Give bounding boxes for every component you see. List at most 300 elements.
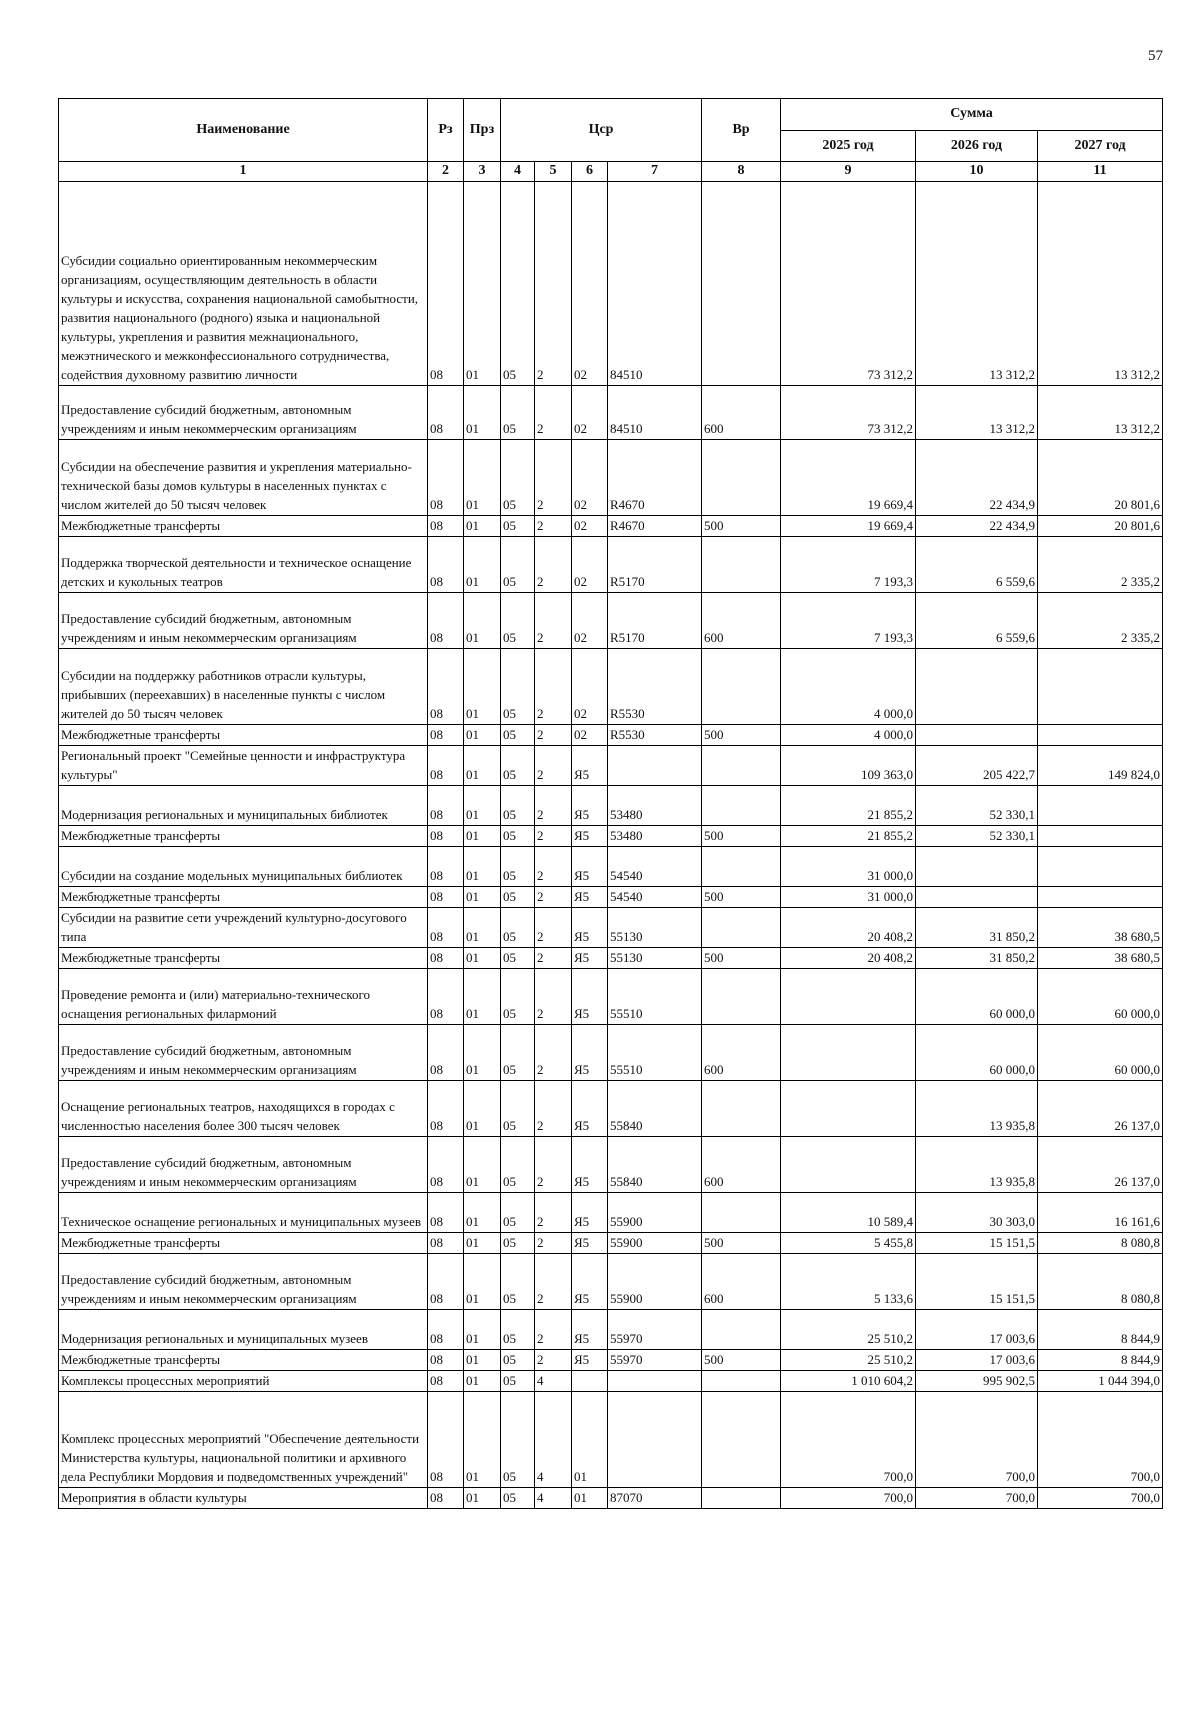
table-row	[59, 1137, 1163, 1193]
row-sum-2027: 20 801,6	[1038, 516, 1163, 537]
row-prz: 01	[464, 1025, 501, 1081]
row-sum-2025: 5 133,6	[781, 1254, 916, 1310]
table-row	[59, 537, 1163, 593]
row-sum-2027: 60 000,0	[1038, 969, 1163, 1025]
row-sum-2026: 60 000,0	[916, 1025, 1038, 1081]
table-row	[59, 516, 1163, 537]
row-csr-part2: 2	[535, 593, 572, 649]
row-rz: 08	[428, 826, 464, 847]
row-csr-part1: 05	[501, 1310, 535, 1350]
row-vr: 500	[702, 1350, 781, 1371]
row-name: Межбюджетные трансферты	[59, 516, 428, 537]
row-sum-2025	[781, 1137, 916, 1193]
row-name: Мероприятия в области культуры	[59, 1488, 428, 1509]
table-row	[59, 1350, 1163, 1371]
row-rz: 08	[428, 1350, 464, 1371]
row-prz: 01	[464, 1488, 501, 1509]
row-sum-2026: 205 422,7	[916, 746, 1038, 786]
row-csr-part3: 02	[572, 440, 608, 516]
row-csr-part2: 2	[535, 948, 572, 969]
row-csr-part3: 02	[572, 649, 608, 725]
row-prz: 01	[464, 649, 501, 725]
row-sum-2027: 8 844,9	[1038, 1310, 1163, 1350]
row-sum-2027	[1038, 725, 1163, 746]
table-row	[59, 1081, 1163, 1137]
row-csr-part1: 05	[501, 725, 535, 746]
row-csr-part2: 2	[535, 182, 572, 386]
row-csr-part1: 05	[501, 1488, 535, 1509]
row-csr-part4: 55900	[608, 1233, 702, 1254]
row-csr-part4: 54540	[608, 847, 702, 887]
row-csr-part1: 05	[501, 969, 535, 1025]
row-csr-part2: 4	[535, 1371, 572, 1392]
row-name: Межбюджетные трансферты	[59, 725, 428, 746]
row-rz: 08	[428, 1371, 464, 1392]
row-sum-2025: 21 855,2	[781, 786, 916, 826]
row-prz: 01	[464, 746, 501, 786]
table-row	[59, 826, 1163, 847]
row-csr-part3: Я5	[572, 847, 608, 887]
row-csr-part3: Я5	[572, 1254, 608, 1310]
row-rz: 08	[428, 1137, 464, 1193]
row-sum-2026: 6 559,6	[916, 593, 1038, 649]
row-rz: 08	[428, 1025, 464, 1081]
row-sum-2027	[1038, 847, 1163, 887]
row-csr-part4: 84510	[608, 386, 702, 440]
row-csr-part1: 05	[501, 649, 535, 725]
table-body	[59, 182, 1163, 1509]
row-sum-2025: 21 855,2	[781, 826, 916, 847]
row-vr	[702, 908, 781, 948]
row-csr-part2: 2	[535, 1025, 572, 1081]
row-prz: 01	[464, 948, 501, 969]
table-row	[59, 593, 1163, 649]
table-row	[59, 887, 1163, 908]
row-name: Оснащение региональных театров, находящихся в городах с численностью населения более 300 тысяч человек	[59, 1081, 428, 1137]
row-csr-part4	[608, 1392, 702, 1488]
row-csr-part3: Я5	[572, 948, 608, 969]
row-sum-2026: 22 434,9	[916, 516, 1038, 537]
row-csr-part4: 55510	[608, 1025, 702, 1081]
row-sum-2026	[916, 725, 1038, 746]
row-rz: 08	[428, 1488, 464, 1509]
row-prz: 01	[464, 887, 501, 908]
row-csr-part2: 2	[535, 1137, 572, 1193]
row-sum-2027	[1038, 887, 1163, 908]
row-sum-2025: 1 010 604,2	[781, 1371, 916, 1392]
row-rz: 08	[428, 440, 464, 516]
row-csr-part2: 2	[535, 1350, 572, 1371]
row-csr-part4: 55840	[608, 1137, 702, 1193]
row-rz: 08	[428, 887, 464, 908]
row-sum-2025: 20 408,2	[781, 908, 916, 948]
table-row	[59, 725, 1163, 746]
table-row	[59, 948, 1163, 969]
row-prz: 01	[464, 826, 501, 847]
row-csr-part3: 02	[572, 182, 608, 386]
row-csr-part3: 01	[572, 1392, 608, 1488]
row-csr-part1: 05	[501, 948, 535, 969]
row-sum-2027: 60 000,0	[1038, 1025, 1163, 1081]
row-sum-2026: 30 303,0	[916, 1193, 1038, 1233]
row-csr-part3	[572, 1371, 608, 1392]
row-csr-part1: 05	[501, 826, 535, 847]
table-row	[59, 908, 1163, 948]
header-year-2026: 2026 год	[916, 131, 1038, 162]
row-name: Региональный проект "Семейные ценности и инфраструктура культуры"	[59, 746, 428, 786]
row-csr-part1: 05	[501, 440, 535, 516]
row-csr-part1: 05	[501, 887, 535, 908]
row-rz: 08	[428, 386, 464, 440]
row-sum-2026: 995 902,5	[916, 1371, 1038, 1392]
row-csr-part3: 01	[572, 1488, 608, 1509]
row-sum-2025: 700,0	[781, 1392, 916, 1488]
row-csr-part1: 05	[501, 182, 535, 386]
column-number: 2	[428, 162, 464, 182]
row-rz: 08	[428, 1193, 464, 1233]
row-csr-part4: R4670	[608, 440, 702, 516]
row-csr-part3: Я5	[572, 1310, 608, 1350]
row-sum-2025: 20 408,2	[781, 948, 916, 969]
row-sum-2025: 73 312,2	[781, 182, 916, 386]
row-csr-part1: 05	[501, 1137, 535, 1193]
column-number: 1	[59, 162, 428, 182]
row-csr-part4: 53480	[608, 826, 702, 847]
row-vr	[702, 1371, 781, 1392]
row-csr-part1: 05	[501, 1025, 535, 1081]
row-sum-2025: 4 000,0	[781, 649, 916, 725]
row-name: Субсидии на обеспечение развития и укрепления материально-технической базы домов культуры в населенных пунктах с числом жителей до 50 тысяч человек	[59, 440, 428, 516]
row-sum-2025	[781, 1081, 916, 1137]
row-sum-2027: 1 044 394,0	[1038, 1371, 1163, 1392]
row-csr-part4: 53480	[608, 786, 702, 826]
row-csr-part2: 2	[535, 1081, 572, 1137]
row-rz: 08	[428, 1392, 464, 1488]
row-sum-2026: 13 312,2	[916, 386, 1038, 440]
row-csr-part4: R5170	[608, 537, 702, 593]
row-csr-part2: 2	[535, 887, 572, 908]
row-prz: 01	[464, 786, 501, 826]
row-csr-part1: 05	[501, 847, 535, 887]
row-sum-2025: 700,0	[781, 1488, 916, 1509]
row-rz: 08	[428, 182, 464, 386]
header-year-2027: 2027 год	[1038, 131, 1163, 162]
row-csr-part4: R5530	[608, 649, 702, 725]
row-csr-part1: 05	[501, 1392, 535, 1488]
row-csr-part2: 4	[535, 1392, 572, 1488]
column-number: 9	[781, 162, 916, 182]
row-csr-part4: 55130	[608, 948, 702, 969]
table-row	[59, 182, 1163, 386]
row-vr	[702, 786, 781, 826]
row-vr	[702, 182, 781, 386]
row-name: Межбюджетные трансферты	[59, 826, 428, 847]
row-csr-part3: Я5	[572, 1081, 608, 1137]
row-vr: 600	[702, 1137, 781, 1193]
row-sum-2027: 2 335,2	[1038, 593, 1163, 649]
row-csr-part2: 4	[535, 1488, 572, 1509]
row-sum-2026: 15 151,5	[916, 1254, 1038, 1310]
row-sum-2027: 2 335,2	[1038, 537, 1163, 593]
page-number: 57	[1148, 48, 1163, 64]
row-prz: 01	[464, 516, 501, 537]
row-csr-part3: Я5	[572, 908, 608, 948]
row-csr-part3: 02	[572, 537, 608, 593]
column-number: 7	[608, 162, 702, 182]
row-csr-part2: 2	[535, 516, 572, 537]
row-prz: 01	[464, 725, 501, 746]
row-csr-part3: Я5	[572, 786, 608, 826]
row-sum-2025: 4 000,0	[781, 725, 916, 746]
row-sum-2026: 700,0	[916, 1488, 1038, 1509]
row-rz: 08	[428, 537, 464, 593]
row-sum-2025: 7 193,3	[781, 537, 916, 593]
row-name: Техническое оснащение региональных и муниципальных музеев	[59, 1193, 428, 1233]
row-vr	[702, 537, 781, 593]
row-csr-part4: 55510	[608, 969, 702, 1025]
row-prz: 01	[464, 593, 501, 649]
row-name: Межбюджетные трансферты	[59, 948, 428, 969]
table-row	[59, 440, 1163, 516]
row-vr	[702, 649, 781, 725]
row-sum-2025: 31 000,0	[781, 847, 916, 887]
row-csr-part4: 84510	[608, 182, 702, 386]
row-csr-part4	[608, 746, 702, 786]
row-vr: 600	[702, 386, 781, 440]
row-name: Субсидии на поддержку работников отрасли культуры, прибывших (переехавших) в населенные пункты с числом жителей до 50 тысяч человек	[59, 649, 428, 725]
row-csr-part4: R5170	[608, 593, 702, 649]
table-row	[59, 1025, 1163, 1081]
column-number: 11	[1038, 162, 1163, 182]
row-sum-2026	[916, 649, 1038, 725]
row-csr-part4: 55900	[608, 1254, 702, 1310]
row-sum-2026	[916, 887, 1038, 908]
row-vr	[702, 847, 781, 887]
budget-table	[58, 98, 1163, 1509]
row-sum-2026: 13 935,8	[916, 1137, 1038, 1193]
row-csr-part4: R5530	[608, 725, 702, 746]
row-prz: 01	[464, 1371, 501, 1392]
row-prz: 01	[464, 1233, 501, 1254]
row-sum-2026: 15 151,5	[916, 1233, 1038, 1254]
row-name: Межбюджетные трансферты	[59, 1233, 428, 1254]
row-csr-part2: 2	[535, 1233, 572, 1254]
row-vr: 500	[702, 826, 781, 847]
row-name: Комплекс процессных мероприятий "Обеспечение деятельности Министерства культуры, национальной политики и архивного дела Республики Мордовия и подведомственных учреждений"	[59, 1392, 428, 1488]
row-csr-part2: 2	[535, 1254, 572, 1310]
column-number-row	[59, 162, 1163, 182]
row-prz: 01	[464, 1137, 501, 1193]
row-vr: 500	[702, 887, 781, 908]
row-rz: 08	[428, 908, 464, 948]
table-row	[59, 1371, 1163, 1392]
row-csr-part3: Я5	[572, 887, 608, 908]
row-csr-part1: 05	[501, 1350, 535, 1371]
row-name: Поддержка творческой деятельности и техническое оснащение детских и кукольных театров	[59, 537, 428, 593]
row-rz: 08	[428, 1233, 464, 1254]
row-csr-part4: 55900	[608, 1193, 702, 1233]
row-sum-2025: 73 312,2	[781, 386, 916, 440]
table-row	[59, 1193, 1163, 1233]
row-sum-2026: 700,0	[916, 1392, 1038, 1488]
row-sum-2027: 700,0	[1038, 1488, 1163, 1509]
row-prz: 01	[464, 1392, 501, 1488]
row-sum-2025: 19 669,4	[781, 440, 916, 516]
row-name: Предоставление субсидий бюджетным, автономным учреждениям и иным некоммерческим организациям	[59, 1137, 428, 1193]
row-csr-part2: 2	[535, 746, 572, 786]
row-vr: 500	[702, 1233, 781, 1254]
row-vr	[702, 440, 781, 516]
row-prz: 01	[464, 537, 501, 593]
row-csr-part1: 05	[501, 386, 535, 440]
row-csr-part1: 05	[501, 1371, 535, 1392]
row-csr-part2: 2	[535, 440, 572, 516]
row-sum-2026: 17 003,6	[916, 1350, 1038, 1371]
row-vr	[702, 1392, 781, 1488]
row-csr-part2: 2	[535, 1310, 572, 1350]
row-csr-part1: 05	[501, 516, 535, 537]
row-sum-2026: 13 312,2	[916, 182, 1038, 386]
row-vr	[702, 969, 781, 1025]
row-prz: 01	[464, 969, 501, 1025]
row-csr-part1: 05	[501, 908, 535, 948]
row-csr-part4: 54540	[608, 887, 702, 908]
row-rz: 08	[428, 1081, 464, 1137]
row-csr-part3: Я5	[572, 969, 608, 1025]
row-prz: 01	[464, 440, 501, 516]
row-rz: 08	[428, 969, 464, 1025]
row-vr	[702, 1488, 781, 1509]
row-name: Модернизация региональных и муниципальных библиотек	[59, 786, 428, 826]
row-prz: 01	[464, 847, 501, 887]
table-row	[59, 1488, 1163, 1509]
row-sum-2027: 13 312,2	[1038, 182, 1163, 386]
row-csr-part4: R4670	[608, 516, 702, 537]
row-rz: 08	[428, 1310, 464, 1350]
column-number: 8	[702, 162, 781, 182]
table-row	[59, 786, 1163, 826]
row-sum-2026: 60 000,0	[916, 969, 1038, 1025]
row-csr-part4: 55840	[608, 1081, 702, 1137]
row-csr-part3: Я5	[572, 746, 608, 786]
row-csr-part2: 2	[535, 786, 572, 826]
row-sum-2025	[781, 1025, 916, 1081]
row-prz: 01	[464, 908, 501, 948]
row-csr-part3: Я5	[572, 1350, 608, 1371]
row-csr-part3: 02	[572, 593, 608, 649]
row-vr: 500	[702, 516, 781, 537]
row-prz: 01	[464, 1310, 501, 1350]
row-csr-part4	[608, 1371, 702, 1392]
row-sum-2025: 25 510,2	[781, 1350, 916, 1371]
row-prz: 01	[464, 386, 501, 440]
row-csr-part1: 05	[501, 746, 535, 786]
row-sum-2027: 700,0	[1038, 1392, 1163, 1488]
row-csr-part4: 55130	[608, 908, 702, 948]
row-vr	[702, 1310, 781, 1350]
row-sum-2027: 8 844,9	[1038, 1350, 1163, 1371]
row-rz: 08	[428, 786, 464, 826]
row-csr-part1: 05	[501, 593, 535, 649]
row-name: Комплексы процессных мероприятий	[59, 1371, 428, 1392]
row-rz: 08	[428, 593, 464, 649]
row-prz: 01	[464, 1254, 501, 1310]
row-sum-2025: 5 455,8	[781, 1233, 916, 1254]
row-csr-part3: Я5	[572, 826, 608, 847]
header-year-2025: 2025 год	[781, 131, 916, 162]
header-prz: Прз	[464, 99, 501, 162]
row-sum-2027: 13 312,2	[1038, 386, 1163, 440]
row-csr-part3: Я5	[572, 1025, 608, 1081]
row-csr-part3: Я5	[572, 1193, 608, 1233]
table-row	[59, 847, 1163, 887]
row-sum-2027	[1038, 649, 1163, 725]
row-csr-part1: 05	[501, 786, 535, 826]
row-rz: 08	[428, 1254, 464, 1310]
row-csr-part2: 2	[535, 826, 572, 847]
row-csr-part4: 87070	[608, 1488, 702, 1509]
row-csr-part1: 05	[501, 1193, 535, 1233]
row-csr-part2: 2	[535, 386, 572, 440]
row-sum-2027	[1038, 786, 1163, 826]
header-csr: Цср	[501, 99, 702, 162]
row-name: Субсидии на развитие сети учреждений культурно-досугового типа	[59, 908, 428, 948]
row-csr-part2: 2	[535, 847, 572, 887]
column-number: 5	[535, 162, 572, 182]
header-rz: Рз	[428, 99, 464, 162]
row-sum-2026: 17 003,6	[916, 1310, 1038, 1350]
row-sum-2027: 38 680,5	[1038, 948, 1163, 969]
row-csr-part2: 2	[535, 1193, 572, 1233]
row-sum-2025: 109 363,0	[781, 746, 916, 786]
table-row	[59, 1392, 1163, 1488]
table-row	[59, 746, 1163, 786]
table-row	[59, 386, 1163, 440]
row-sum-2025: 25 510,2	[781, 1310, 916, 1350]
row-csr-part3: Я5	[572, 1233, 608, 1254]
row-vr: 600	[702, 1254, 781, 1310]
row-csr-part4: 55970	[608, 1350, 702, 1371]
row-rz: 08	[428, 516, 464, 537]
column-number: 10	[916, 162, 1038, 182]
row-sum-2026: 6 559,6	[916, 537, 1038, 593]
row-csr-part1: 05	[501, 1233, 535, 1254]
row-sum-2025	[781, 969, 916, 1025]
row-csr-part3: 02	[572, 725, 608, 746]
table-row	[59, 1233, 1163, 1254]
row-sum-2027: 149 824,0	[1038, 746, 1163, 786]
row-csr-part2: 2	[535, 649, 572, 725]
row-sum-2027: 26 137,0	[1038, 1081, 1163, 1137]
row-rz: 08	[428, 948, 464, 969]
row-name: Межбюджетные трансферты	[59, 887, 428, 908]
row-name: Субсидии на создание модельных муниципальных библиотек	[59, 847, 428, 887]
row-sum-2025: 10 589,4	[781, 1193, 916, 1233]
row-sum-2027: 20 801,6	[1038, 440, 1163, 516]
row-vr	[702, 1081, 781, 1137]
row-vr: 600	[702, 593, 781, 649]
row-sum-2027: 8 080,8	[1038, 1254, 1163, 1310]
row-csr-part2: 2	[535, 725, 572, 746]
row-csr-part3: 02	[572, 386, 608, 440]
row-sum-2025: 19 669,4	[781, 516, 916, 537]
row-csr-part2: 2	[535, 969, 572, 1025]
row-name: Предоставление субсидий бюджетным, автономным учреждениям и иным некоммерческим организациям	[59, 1025, 428, 1081]
header-sum: Сумма	[781, 99, 1163, 131]
row-sum-2026: 52 330,1	[916, 786, 1038, 826]
header-name: Наименование	[59, 99, 428, 162]
row-sum-2026	[916, 847, 1038, 887]
